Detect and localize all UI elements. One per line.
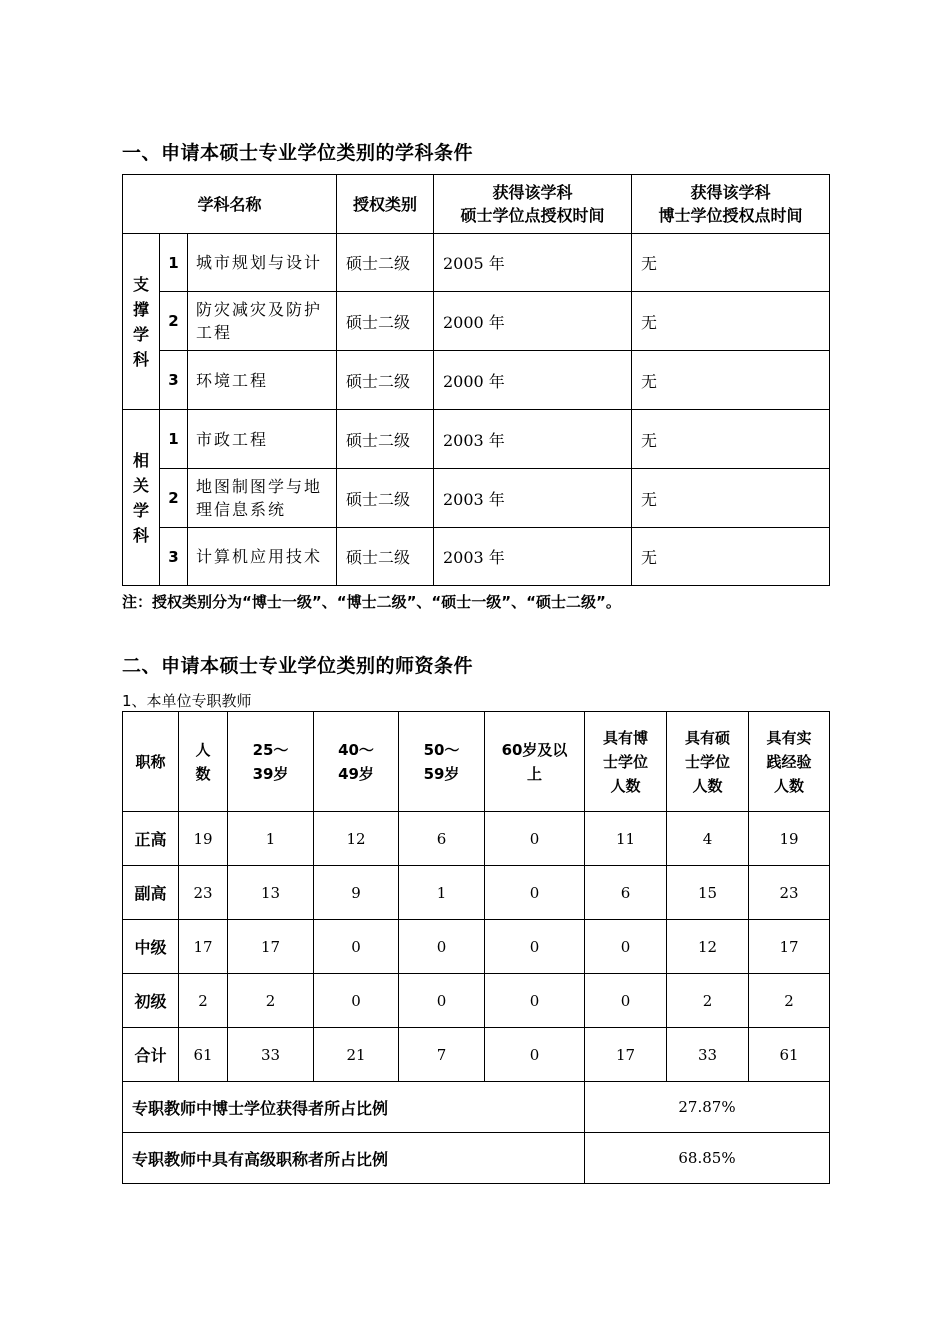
ratio-label: 专职教师中博士学位获得者所占比例 [123,1082,585,1133]
cell-value: 6 [399,812,485,866]
table-row [123,234,830,292]
header-title: 职称 [123,712,179,812]
header-doctor-count: 具有博士学位人数 [585,712,667,812]
doctor-time: 无 [632,234,830,292]
cell-value: 17 [749,920,830,974]
header-doctor-time-line2: 博士学位授权点时间 [658,206,803,225]
header-age-50-59: 50～59岁 [399,712,485,812]
row-no: 2 [160,469,188,528]
ratio-value: 68.85% [585,1133,830,1184]
header-subject-name: 学科名称 [123,175,337,234]
cell-value: 61 [749,1028,830,1082]
header-master-time-line2: 硕士学位点授权时间 [460,206,605,225]
cell-value: 19 [179,812,228,866]
table-row [123,292,830,351]
cell-value: 0 [485,866,585,920]
doctor-time: 无 [632,469,830,528]
ratio-label: 专职教师中具有高级职称者所占比例 [123,1133,585,1184]
header-master-count: 具有硕士学位人数 [667,712,749,812]
master-time: 2003 年 [434,469,632,528]
master-time: 2000 年 [434,292,632,351]
table-row [123,812,830,866]
row-label: 合计 [123,1028,179,1082]
header-age-60-plus: 60岁及以上 [485,712,585,812]
table-row [123,974,830,1028]
header-doctor-time-line1: 获得该学科 [690,183,771,202]
cell-value: 0 [399,974,485,1028]
cell-value: 9 [314,866,399,920]
row-no: 3 [160,528,188,586]
auth-type: 硕士二级 [337,292,434,351]
group-label-related: 相 关 学 科 [123,410,160,586]
auth-type: 硕士二级 [337,410,434,469]
table-row [123,410,830,469]
cell-value: 1 [399,866,485,920]
master-time: 2003 年 [434,528,632,586]
master-time: 2003 年 [434,410,632,469]
header-count: 人数 [179,712,228,812]
cell-value: 0 [585,920,667,974]
section2-subtitle: 1、本单位专职教师 [122,692,252,710]
cell-value: 17 [179,920,228,974]
table-row [123,920,830,974]
subject-name: 市政工程 [188,410,337,469]
doctor-time: 无 [632,292,830,351]
auth-type: 硕士二级 [337,234,434,292]
subject-name: 环境工程 [188,351,337,410]
cell-value: 6 [585,866,667,920]
cell-value: 0 [485,1028,585,1082]
table-row [123,1028,830,1082]
cell-value: 33 [228,1028,314,1082]
master-time: 2000 年 [434,351,632,410]
header-age-40-49: 40～49岁 [314,712,399,812]
ratio-row-senior [123,1133,830,1184]
header-age-25-39: 25～39岁 [228,712,314,812]
header-master-time-line1: 获得该学科 [492,183,573,202]
cell-value: 61 [179,1028,228,1082]
header-practice-count: 具有实践经验人数 [749,712,830,812]
table-row [123,866,830,920]
cell-value: 2 [228,974,314,1028]
auth-type-note: 注：授权类别分为“博士一级”、“博士二级”、“硕士一级”、“硕士二级”。 [122,593,621,611]
table-row [123,469,830,528]
cell-value: 11 [585,812,667,866]
cell-value: 21 [314,1028,399,1082]
cell-value: 23 [179,866,228,920]
cell-value: 13 [228,866,314,920]
auth-type: 硕士二级 [337,469,434,528]
doctor-time: 无 [632,410,830,469]
section2-title: 二、申请本硕士专业学位类别的师资条件 [122,655,474,677]
cell-value: 7 [399,1028,485,1082]
cell-value: 33 [667,1028,749,1082]
row-label: 副高 [123,866,179,920]
row-no: 3 [160,351,188,410]
cell-value: 0 [314,974,399,1028]
cell-value: 0 [585,974,667,1028]
cell-value: 12 [667,920,749,974]
group-label-support: 支 撑 学 科 [123,234,160,410]
cell-value: 2 [749,974,830,1028]
cell-value: 2 [667,974,749,1028]
table-row [123,351,830,410]
cell-value: 0 [485,920,585,974]
section1-title: 一、申请本硕士专业学位类别的学科条件 [122,142,474,164]
header-auth-type: 授权类别 [337,175,434,234]
cell-value: 4 [667,812,749,866]
cell-value: 2 [179,974,228,1028]
row-label: 初级 [123,974,179,1028]
row-no: 2 [160,292,188,351]
cell-value: 15 [667,866,749,920]
ratio-row-doctor [123,1082,830,1133]
cell-value: 0 [399,920,485,974]
subject-name: 地图制图学与地理信息系统 [188,469,337,528]
row-no: 1 [160,234,188,292]
cell-value: 17 [585,1028,667,1082]
cell-value: 0 [485,812,585,866]
doctor-time: 无 [632,528,830,586]
header-master-time [434,175,632,234]
row-no: 1 [160,410,188,469]
cell-value: 17 [228,920,314,974]
row-label: 中级 [123,920,179,974]
subject-name: 城市规划与设计 [188,234,337,292]
table-row [123,528,830,586]
header-doctor-time [632,175,830,234]
auth-type: 硕士二级 [337,528,434,586]
subject-name: 计算机应用技术 [188,528,337,586]
cell-value: 23 [749,866,830,920]
subject-conditions-table [122,174,830,586]
cell-value: 12 [314,812,399,866]
cell-value: 0 [485,974,585,1028]
master-time: 2005 年 [434,234,632,292]
auth-type: 硕士二级 [337,351,434,410]
ratio-value: 27.87% [585,1082,830,1133]
cell-value: 1 [228,812,314,866]
doctor-time: 无 [632,351,830,410]
cell-value: 0 [314,920,399,974]
cell-value: 19 [749,812,830,866]
row-label: 正高 [123,812,179,866]
faculty-table [122,711,830,1184]
subject-name: 防灾减灾及防护工程 [188,292,337,351]
